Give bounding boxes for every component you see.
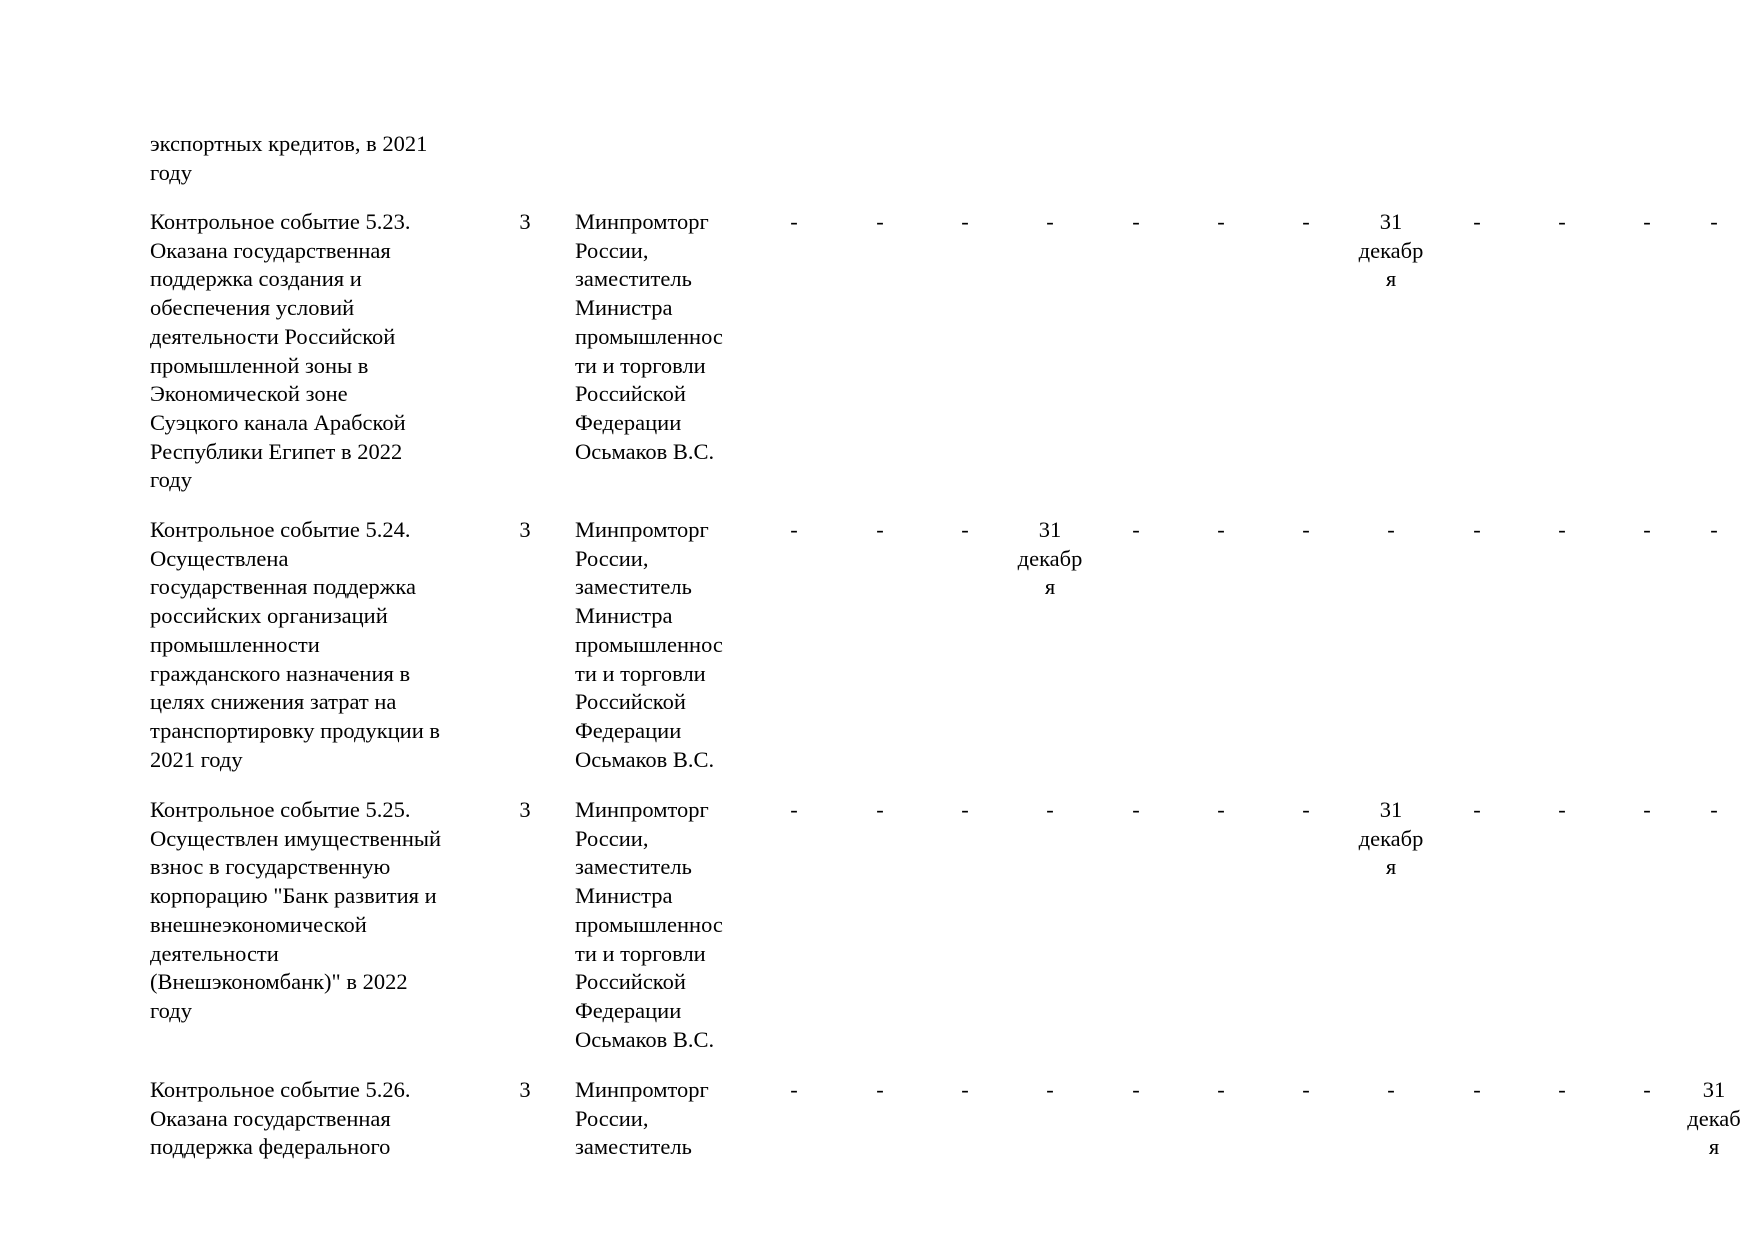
- row-description: Контрольное событие 5.26. Оказана государственная поддержка федерального: [150, 1077, 411, 1160]
- month-cell-empty: -: [1558, 797, 1566, 822]
- month-cell-empty: -: [1643, 209, 1651, 234]
- month-cell-empty: -: [1132, 797, 1140, 822]
- month-cell-empty: -: [1046, 797, 1054, 822]
- month-cell-empty: -: [1710, 209, 1718, 234]
- month-cell-empty: -: [1046, 209, 1054, 234]
- month-cell-empty: -: [961, 209, 969, 234]
- month-cell-empty: -: [876, 797, 884, 822]
- month-cell-empty: -: [1132, 209, 1140, 234]
- month-cell-empty: -: [876, 517, 884, 542]
- month-cell-empty: -: [1132, 1077, 1140, 1102]
- row-description: Контрольное событие 5.25. Осуществлен имущественный взнос в государственную корпорацию "Банк развития и внешнеэкономической деятельности (Внешэкономбанк)" в 2022 году: [150, 797, 442, 1023]
- month-cell-empty: -: [961, 797, 969, 822]
- month-cell-empty: -: [1558, 209, 1566, 234]
- row-number: 3: [519, 797, 531, 822]
- month-cell-empty: -: [1473, 797, 1481, 822]
- month-cell-empty: -: [1217, 517, 1225, 542]
- row-description: Контрольное событие 5.23. Оказана государственная поддержка создания и обеспечения условий деятельности Российской промышленной зоны в Экономической зоне Суэцкого канала Арабской Республики Египет в 2022 году: [150, 209, 411, 493]
- month-cell-empty: -: [1302, 517, 1310, 542]
- month-cell-empty: -: [1558, 517, 1566, 542]
- month-cell-empty: -: [1302, 1077, 1310, 1102]
- month-cell-empty: -: [1473, 517, 1481, 542]
- month-cell-empty: -: [1387, 517, 1395, 542]
- month-cell-date: 31 декабр я: [1358, 209, 1424, 292]
- month-cell-empty: -: [1558, 1077, 1566, 1102]
- row-responsible: Минпромторг России, заместитель Министра промышленнос ти и торговли Российской Федерации Осьмаков В.С.: [575, 517, 723, 772]
- month-cell-empty: -: [1473, 1077, 1481, 1102]
- month-cell-empty: -: [876, 209, 884, 234]
- month-cell-empty: -: [961, 517, 969, 542]
- month-cell-empty: -: [790, 209, 798, 234]
- month-cell-empty: -: [1302, 209, 1310, 234]
- month-cell-empty: -: [876, 1077, 884, 1102]
- month-cell-empty: -: [1710, 797, 1718, 822]
- month-cell-empty: -: [1132, 517, 1140, 542]
- month-cell-empty: -: [1217, 209, 1225, 234]
- month-cell-empty: -: [1473, 209, 1481, 234]
- month-cell-empty: -: [961, 1077, 969, 1102]
- month-cell-empty: -: [1643, 1077, 1651, 1102]
- month-cell-empty: -: [1217, 1077, 1225, 1102]
- month-cell-empty: -: [790, 1077, 798, 1102]
- row-number: 3: [519, 209, 531, 234]
- month-cell-date: 31 декабр я: [1017, 517, 1083, 600]
- row-responsible: Минпромторг России, заместитель Министра промышленнос ти и торговли Российской Федерации Осьмаков В.С.: [575, 209, 723, 464]
- month-cell-date: 31 декабр я: [1358, 797, 1424, 880]
- month-cell-empty: -: [1643, 517, 1651, 542]
- month-cell-empty: -: [1302, 797, 1310, 822]
- row-number: 3: [519, 1077, 531, 1102]
- row-description: Контрольное событие 5.24. Осуществлена государственная поддержка российских организаций промышленности гражданского назначения в целях снижения затрат на транспортировку продукции в 2021 году: [150, 517, 440, 772]
- month-cell-empty: -: [1046, 1077, 1054, 1102]
- month-cell-empty: -: [790, 517, 798, 542]
- row-number: 3: [519, 517, 531, 542]
- month-cell-date: 31 декаб я: [1687, 1077, 1741, 1160]
- month-cell-empty: -: [1643, 797, 1651, 822]
- month-cell-empty: -: [790, 797, 798, 822]
- month-cell-empty: -: [1387, 1077, 1395, 1102]
- row-responsible: Минпромторг России, заместитель Министра промышленнос ти и торговли Российской Федерации Осьмаков В.С.: [575, 797, 723, 1052]
- month-cell-empty: -: [1710, 517, 1718, 542]
- row-responsible: Минпромторг России, заместитель: [575, 1077, 709, 1160]
- row-description: экспортных кредитов, в 2021 году: [150, 131, 428, 185]
- month-cell-empty: -: [1217, 797, 1225, 822]
